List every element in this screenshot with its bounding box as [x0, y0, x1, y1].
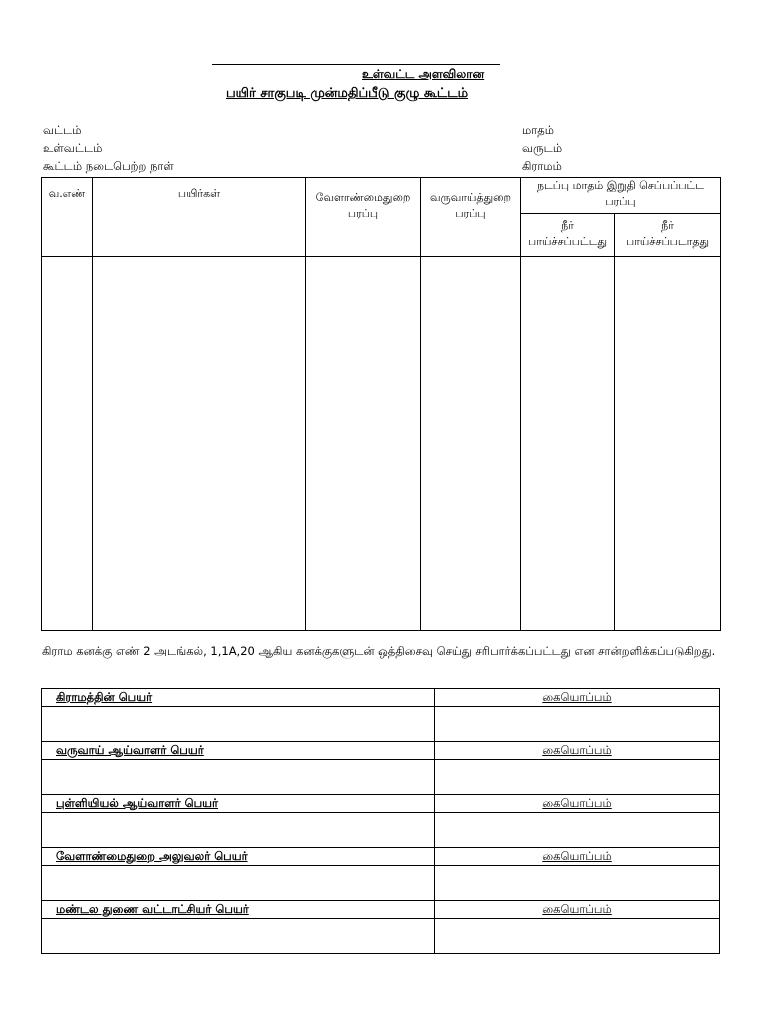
signature-row-revenue-inspector [42, 742, 720, 760]
header-agri-area [306, 190, 420, 222]
header-unirrigated-line1: நீர் [661, 219, 674, 232]
village-name-label: கிராமத்தின் பெயர் [42, 689, 435, 707]
table-right-border [720, 177, 721, 631]
header-group-line1: நடப்பு மாதம் இறுதி செப்பப்பட்ட [536, 179, 705, 192]
col-divider-irrigated [614, 213, 615, 631]
village-signature-field[interactable] [435, 707, 720, 742]
revenue-inspector-name-field[interactable] [42, 760, 435, 795]
header-unirrigated [615, 218, 720, 250]
table-header-bottom-border [41, 256, 721, 257]
signature-label: கையொப்பம் [435, 901, 720, 919]
header-rev-line2: பரப்பு [455, 207, 486, 220]
form-title-line1: உள்வட்ட அளவிலான [362, 67, 485, 81]
deputy-tahsildar-label: மண்டல துணை வட்டாட்சியர் பெயர் [42, 901, 435, 919]
revenue-inspector-label: வருவாய் ஆய்வாளர் பெயர் [42, 742, 435, 760]
signature-label: கையொப்பம் [435, 795, 720, 813]
header-unirrigated-line2: பாய்ச்சப்படாதது [625, 235, 710, 248]
signature-row-village [42, 689, 720, 707]
signature-label: கையொப்பம் [435, 689, 720, 707]
meta-meeting-date-label: கூட்டம் நடைபெற்ற நாள் [43, 159, 174, 173]
header-sno: வ.எண் [48, 187, 86, 200]
header-rev-line1: வருவாய்த்துறை [429, 191, 512, 204]
revenue-inspector-signature-field[interactable] [435, 760, 720, 795]
deputy-tahsildar-signature-field[interactable] [435, 919, 720, 954]
agri-officer-signature-field[interactable] [435, 866, 720, 901]
table-left-border [41, 177, 42, 631]
signature-row-statistical-inspector [42, 795, 720, 813]
signature-label: கையொப்பம் [435, 848, 720, 866]
agri-officer-label: வேளாண்மைதுறை அலுவலர் பெயர் [42, 848, 435, 866]
form-title-line2: பயிர் சாகுபடி முன்மதிப்பீடு குழு கூட்டம் [226, 86, 469, 101]
certification-note: கிராம கனக்கு எண் 2 அடங்கல், 1,1A,20 ஆகிய கனக்குகளுடன் ஒத்திசைவு செய்து சரிபார்க்கப்பட்டது என சான்றளிக்கப்படுகிறது. [42, 644, 716, 658]
header-group-line2: பரப்பு [605, 195, 636, 208]
meta-firka-label: உள்வட்டம் [43, 141, 103, 155]
col-divider-sno [92, 177, 93, 631]
header-irrigated [521, 218, 614, 250]
title-rule [212, 64, 500, 81]
signature-row-deputy-tahsildar [42, 901, 720, 919]
header-agri-line2: பரப்பு [347, 207, 379, 220]
signature-table [41, 688, 720, 954]
header-current-month-area [521, 178, 720, 210]
group-header-divider [520, 213, 721, 214]
signature-row-agri-officer [42, 848, 720, 866]
meta-year-label: வருடம் [522, 141, 563, 155]
header-agri-line1: வேளாண்மைதுறை [315, 191, 411, 204]
header-irrigated-line2: பாய்ச்சப்பட்டது [528, 235, 607, 248]
col-divider-crops [305, 177, 306, 631]
meta-month-label: மாதம் [522, 123, 555, 137]
village-name-field[interactable] [42, 707, 435, 742]
signature-label: கையொப்பம் [435, 742, 720, 760]
statistical-inspector-signature-field[interactable] [435, 813, 720, 848]
statistical-inspector-name-field[interactable] [42, 813, 435, 848]
agri-officer-name-field[interactable] [42, 866, 435, 901]
statistical-inspector-label: புள்ளியியல் ஆய்வாளர் பெயர் [42, 795, 435, 813]
meta-village-label: கிராமம் [522, 159, 562, 173]
header-irrigated-line1: நீர் [561, 219, 574, 232]
meta-taluk-label: வட்டம் [43, 123, 82, 137]
table-bottom-border [41, 630, 721, 631]
deputy-tahsildar-name-field[interactable] [42, 919, 435, 954]
header-crops: பயிர்கள் [177, 187, 221, 200]
col-divider-agri [420, 177, 421, 631]
header-revenue-area [421, 190, 520, 222]
